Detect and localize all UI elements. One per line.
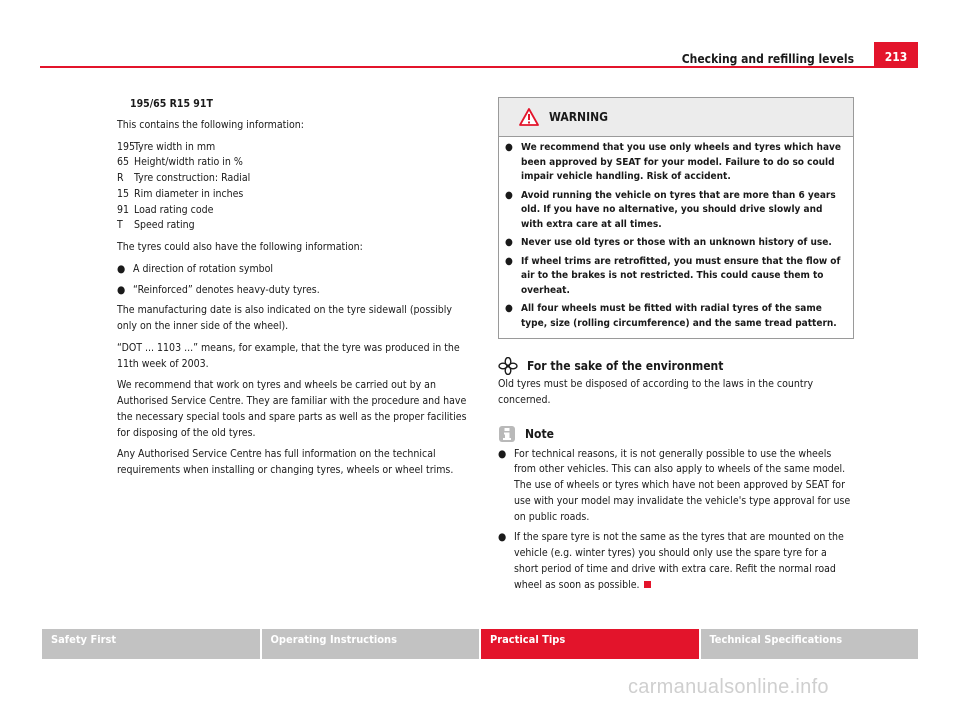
warning-header <box>499 98 853 136</box>
intro-text: This contains the following information: <box>117 118 304 131</box>
bullet-icon: ● <box>117 283 126 296</box>
end-of-section-marker <box>644 581 651 588</box>
spec-list <box>117 140 467 235</box>
leaf-icon <box>498 357 518 375</box>
note-item <box>498 447 854 526</box>
note-section <box>498 425 854 594</box>
spec-code: R <box>117 172 124 184</box>
bullet-icon: ● <box>498 447 507 460</box>
header-divider <box>40 66 874 68</box>
page-header-title: Checking and refilling levels <box>681 52 854 66</box>
note-item-text: For technical reasons, it is not generally possible to use the wheels from other vehicles. This can also apply to wheels of the same model. The use of wheels or tyres which have not been approved by SEAT for use with your model may invalidate the vehicle's type approval for use on public roads. <box>514 447 851 523</box>
spec-row <box>117 187 467 203</box>
spec-code: 195 <box>117 140 136 153</box>
list-item-text: “Reinforced” denotes heavy-duty tyres. <box>133 283 320 296</box>
body-paragraph: We recommend that work on tyres and wheels be carried out by an Authorised Service Centre. They are familiar with the procedure and have the necessary special tools and spare parts as well as the proper facilities for disposing of the old tyres. <box>117 379 467 439</box>
body-paragraph: “DOT ... 1103 ...” means, for example, that the tyre was produced in the 11th week of 2003. <box>117 341 460 370</box>
bullet-icon: ● <box>117 262 126 275</box>
spec-row <box>117 155 467 171</box>
body-paragraph: Any Authorised Service Centre has full information on the technical requirements when installing or changing tyres, wheels or wheel trims. <box>117 448 454 476</box>
bullet-icon: ● <box>505 189 513 201</box>
spec-code: T <box>117 219 123 232</box>
bullet-icon: ● <box>505 237 513 248</box>
warning-item <box>505 255 847 299</box>
note-header <box>498 425 854 443</box>
footer-tab-practical-tips[interactable]: Practical Tips <box>481 629 699 659</box>
body-paragraph: The manufacturing date is also indicated on the tyre sidewall (possibly only on the inner side of the wheel). <box>117 304 453 332</box>
footer-nav <box>42 629 918 659</box>
list-item-text: A direction of rotation symbol <box>133 262 274 275</box>
spec-code: 91 <box>117 203 130 216</box>
footer-tab-safety-first[interactable]: Safety First <box>42 629 260 659</box>
spec-row <box>117 171 467 187</box>
watermark: carmanualsonline.info <box>628 676 829 698</box>
warning-title: WARNING <box>549 110 608 124</box>
bullet-icon: ● <box>498 531 507 544</box>
spec-code: 15 <box>117 187 130 200</box>
environment-section <box>498 357 854 409</box>
also-text: The tyres could also have the following information: <box>117 241 363 253</box>
footer-tab-operating-instructions[interactable]: Operating Instructions <box>262 629 480 659</box>
warning-item <box>505 189 847 233</box>
page-number: 213 <box>874 42 918 68</box>
environment-text: Old tyres must be disposed of according to the laws in the country concerned. <box>498 378 814 406</box>
environment-header <box>498 357 854 375</box>
list-item <box>117 262 467 278</box>
spec-desc: Height/width ratio in % <box>134 156 243 169</box>
warning-box <box>498 97 854 339</box>
warning-item-text: Avoid running the vehicle on tyres that are more than 6 years old. If you have no alternative, you should drive slowly and with extra care at all times. <box>521 189 836 230</box>
bullet-icon: ● <box>505 255 513 267</box>
warning-item-text: All four wheels must be fitted with radial tyres of the same type, size (rolling circumference) and the same tread pattern. <box>521 303 837 329</box>
warning-item <box>505 141 847 185</box>
spec-row <box>117 203 467 219</box>
spec-desc: Load rating code <box>134 203 214 216</box>
list-item <box>117 283 467 299</box>
spec-desc: Tyre construction: Radial <box>134 172 251 184</box>
environment-title: For the sake of the environment <box>527 359 724 373</box>
warning-triangle-icon <box>519 108 539 126</box>
warning-item-text: We recommend that you use only wheels and tyres which have been approved by SEAT for your model. Failure to do so could impair vehicle handling. Risk of accident. <box>521 142 841 182</box>
warning-item <box>505 302 847 331</box>
spec-desc: Rim diameter in inches <box>134 187 244 200</box>
warning-body <box>499 136 853 338</box>
note-item-text: If the spare tyre is not the same as the tyres that are mounted on the vehicle (e.g. winter tyres) you should only use the spare tyre for a short period of time and drive with extra care. Refit the normal road wheel as soon as possible. <box>514 531 844 591</box>
warning-item <box>505 236 847 251</box>
bullet-icon: ● <box>505 303 513 314</box>
right-column <box>498 97 854 598</box>
left-column <box>117 97 467 485</box>
spec-row <box>117 218 467 234</box>
spec-row <box>117 140 467 156</box>
spec-code: 65 <box>117 156 130 169</box>
note-title: Note <box>525 426 554 441</box>
tyre-code: 195/65 R15 91T <box>130 98 213 110</box>
info-icon <box>498 425 516 443</box>
spec-desc: Tyre width in mm <box>134 140 216 153</box>
footer-tab-technical-specifications[interactable]: Technical Specifications <box>701 629 919 659</box>
warning-item-text: If wheel trims are retrofitted, you must ensure that the flow of air to the brakes is not restricted. This could cause them to overheat. <box>521 255 841 296</box>
spec-desc: Speed rating <box>134 219 195 232</box>
warning-item-text: Never use old tyres or those with an unknown history of use. <box>521 237 832 248</box>
note-item <box>498 530 854 593</box>
bullet-icon: ● <box>505 142 513 153</box>
